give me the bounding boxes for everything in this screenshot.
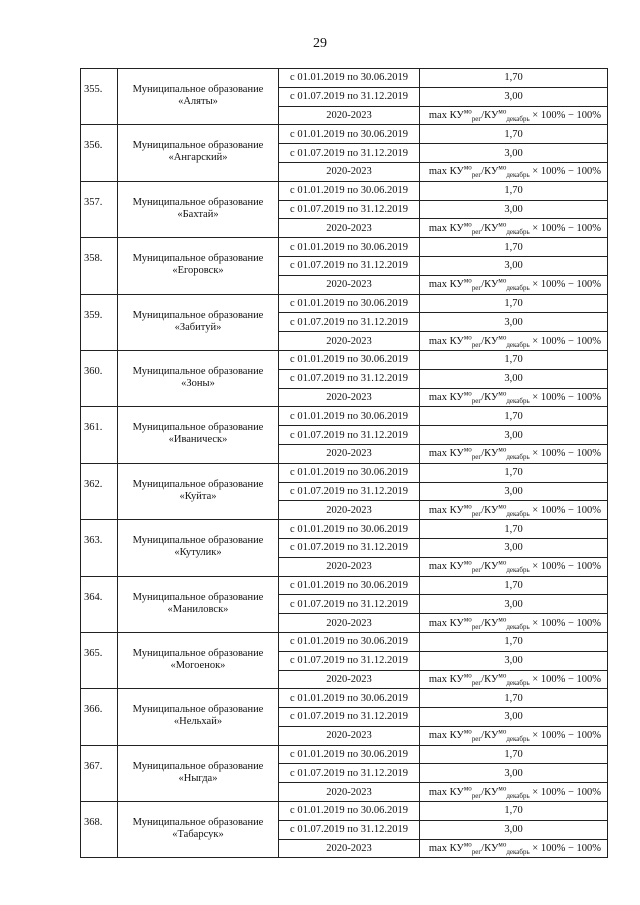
formula-divider: /КУ [481,222,499,234]
row-number: 361. [81,407,118,463]
value-cell: 1,70 [420,632,608,651]
value-cell: 1,70 [420,689,608,708]
formula-divider: /КУ [481,448,499,460]
value-cell: 1,70 [420,802,608,821]
formula-sup-mo: мо [498,784,507,793]
formula-sub-reg: рег [471,566,482,575]
municipality-name-cell [118,520,279,576]
formula-divider: /КУ [481,843,499,855]
formula-divider: /КУ [481,166,499,178]
municipality-prefix: Муниципальное образование [132,647,264,659]
formula-sub-reg: рег [471,227,482,236]
period-cell: 2020-2023 [279,162,420,181]
table-row [81,181,608,200]
row-number: 355. [81,69,118,125]
formula-sub-reg: рег [471,791,482,800]
row-number: 364. [81,576,118,632]
page-number: 29 [313,36,327,51]
formula-tail: × 100% − 100% [529,843,601,855]
formula-sub-december: декабрь [506,340,530,349]
formula-max: max КУ [428,561,464,573]
formula-sup-mo: мо [463,276,472,285]
row-number: 357. [81,181,118,237]
formula-max: max КУ [428,335,464,347]
formula-sup-mo: мо [463,389,472,398]
formula-cell [420,162,608,181]
formula-sub-december: декабрь [506,227,530,236]
table-row [81,632,608,651]
formula-divider: /КУ [481,730,499,742]
period-cell: с 01.01.2019 по 30.06.2019 [279,689,420,708]
value-cell: 3,00 [420,482,608,501]
row-number: 363. [81,520,118,576]
period-cell: с 01.01.2019 по 30.06.2019 [279,125,420,144]
municipality-name: «Забитуй» [174,321,222,333]
tariff-table-body [81,69,608,858]
municipality-name-cell [118,294,279,350]
formula-tail: × 100% − 100% [529,448,601,460]
formula-divider: /КУ [481,673,499,685]
municipality-name: «Табарсук» [172,829,224,841]
municipality-name: «Нельхай» [173,716,223,728]
value-cell: 3,00 [420,820,608,839]
value-cell: 1,70 [420,407,608,426]
formula-sup-mo: мо [498,276,507,285]
formula-divider: /КУ [481,279,499,291]
period-cell: с 01.07.2019 по 31.12.2019 [279,200,420,219]
municipality-prefix: Муниципальное образование [132,591,264,603]
formula-max: max КУ [428,222,464,234]
formula-max: max КУ [428,109,464,121]
period-cell: с 01.01.2019 по 30.06.2019 [279,520,420,539]
period-cell: с 01.01.2019 по 30.06.2019 [279,294,420,313]
formula-max: max КУ [428,730,464,742]
table-row [81,576,608,595]
formula-sup-mo: мо [498,840,507,849]
row-number: 367. [81,745,118,801]
period-cell: с 01.07.2019 по 31.12.2019 [279,764,420,783]
formula-sup-mo: мо [463,727,472,736]
formula-tail: × 100% − 100% [529,109,601,121]
formula-tail: × 100% − 100% [529,673,601,685]
municipality-name-cell [118,125,279,181]
period-cell: с 01.01.2019 по 30.06.2019 [279,802,420,821]
period-cell: 2020-2023 [279,106,420,125]
formula-divider: /КУ [481,561,499,573]
formula-max: max КУ [428,279,464,291]
period-cell: 2020-2023 [279,388,420,407]
municipality-name-cell [118,238,279,294]
value-cell: 1,70 [420,576,608,595]
table-row [81,463,608,482]
formula-cell [420,726,608,745]
period-cell: с 01.07.2019 по 31.12.2019 [279,144,420,163]
formula-sub-december: декабрь [506,791,530,800]
formula-cell [420,557,608,576]
formula-max: max КУ [428,617,464,629]
formula-cell [420,106,608,125]
period-cell: 2020-2023 [279,839,420,858]
value-cell: 1,70 [420,125,608,144]
period-cell: с 01.07.2019 по 31.12.2019 [279,313,420,332]
formula-max: max КУ [428,673,464,685]
formula-sup-mo: мо [463,558,472,567]
formula-tail: × 100% − 100% [529,617,601,629]
formula-divider: /КУ [481,504,499,516]
municipality-prefix: Муниципальное образование [132,365,264,377]
period-cell: 2020-2023 [279,444,420,463]
formula-sub-reg: рег [471,735,482,744]
municipality-name: «Могоенок» [170,659,226,671]
formula-max: max КУ [428,504,464,516]
formula-sub-december: декабрь [506,284,530,293]
formula-cell [420,670,608,689]
formula-tail: × 100% − 100% [529,391,601,403]
formula-sup-mo: мо [498,333,507,342]
row-number: 356. [81,125,118,181]
period-cell: с 01.07.2019 по 31.12.2019 [279,538,420,557]
formula-sup-mo: мо [498,671,507,680]
formula-cell [420,219,608,238]
municipality-name-cell [118,689,279,745]
municipality-name: «Иваническ» [168,434,228,446]
table-row [81,69,608,88]
municipality-name: «Бахтай» [177,208,219,220]
formula-max: max КУ [428,391,464,403]
formula-sup-mo: мо [463,502,472,511]
municipality-name-cell [118,745,279,801]
formula-sub-december: декабрь [506,453,530,462]
formula-tail: × 100% − 100% [529,504,601,516]
row-number: 360. [81,350,118,406]
municipality-prefix: Муниципальное образование [132,478,264,490]
formula-sub-reg: рег [471,453,482,462]
table-row [81,350,608,369]
formula-sup-mo: мо [463,840,472,849]
formula-sup-mo: мо [498,107,507,116]
formula-sup-mo: мо [498,163,507,172]
municipality-prefix: Муниципальное образование [132,253,264,265]
period-cell: 2020-2023 [279,219,420,238]
period-cell: с 01.01.2019 по 30.06.2019 [279,69,420,88]
formula-sup-mo: мо [463,615,472,623]
period-cell: 2020-2023 [279,726,420,745]
formula-sub-reg: рег [471,848,482,857]
formula-sup-mo: мо [498,727,507,736]
formula-max: max КУ [428,166,464,178]
value-cell: 3,00 [420,595,608,614]
value-cell: 3,00 [420,313,608,332]
formula-tail: × 100% − 100% [529,786,601,798]
formula-sup-mo: мо [498,220,507,229]
formula-cell [420,275,608,294]
municipality-name: «Аляты» [178,96,218,107]
table-row [81,407,608,426]
period-cell: с 01.01.2019 по 30.06.2019 [279,632,420,651]
value-cell: 1,70 [420,745,608,764]
value-cell: 3,00 [420,426,608,445]
formula-tail: × 100% − 100% [529,561,601,573]
formula-divider: /КУ [481,109,499,121]
municipality-name-cell [118,350,279,406]
formula-sup-mo: мо [463,784,472,793]
municipality-prefix: Муниципальное образование [132,84,264,95]
municipality-name-cell [118,632,279,688]
municipality-prefix: Муниципальное образование [132,535,264,547]
table-row [81,520,608,539]
formula-sub-december: декабрь [506,848,530,857]
table-row [81,802,608,821]
period-cell: с 01.07.2019 по 31.12.2019 [279,369,420,388]
municipality-prefix: Муниципальное образование [132,196,264,208]
row-number: 366. [81,689,118,745]
value-cell: 1,70 [420,350,608,369]
table-row [81,689,608,708]
formula-sup-mo: мо [498,502,507,511]
formula-cell [420,614,608,633]
municipality-prefix: Муниципальное образование [132,760,264,772]
formula-sub-reg: рег [471,284,482,293]
table-row [81,294,608,313]
formula-sub-december: декабрь [506,115,530,124]
table-row [81,125,608,144]
period-cell: с 01.01.2019 по 30.06.2019 [279,238,420,257]
formula-cell [420,388,608,407]
period-cell: с 01.07.2019 по 31.12.2019 [279,256,420,275]
formula-sup-mo: мо [463,220,472,229]
municipality-name: «Кутулик» [174,547,222,559]
period-cell: с 01.07.2019 по 31.12.2019 [279,708,420,727]
municipality-prefix: Муниципальное образование [132,422,264,434]
period-cell: с 01.07.2019 по 31.12.2019 [279,595,420,614]
formula-max: max КУ [428,786,464,798]
value-cell: 1,70 [420,181,608,200]
value-cell: 1,70 [420,520,608,539]
row-number: 362. [81,463,118,519]
formula-cell [420,839,608,858]
row-number: 365. [81,632,118,688]
value-cell: 1,70 [420,238,608,257]
formula-divider: /КУ [481,335,499,347]
period-cell: с 01.01.2019 по 30.06.2019 [279,181,420,200]
value-cell: 3,00 [420,708,608,727]
municipality-name-cell [118,576,279,632]
formula-sup-mo: мо [498,615,507,623]
formula-cell [420,444,608,463]
value-cell: 3,00 [420,200,608,219]
formula-divider: /КУ [481,786,499,798]
row-number: 359. [81,294,118,350]
formula-sub-december: декабрь [506,171,530,180]
municipality-name: «Ангарский» [168,152,228,164]
period-cell: с 01.01.2019 по 30.06.2019 [279,576,420,595]
municipality-name: «Куйта» [179,490,217,502]
formula-sup-mo: мо [463,671,472,680]
period-cell: 2020-2023 [279,557,420,576]
formula-sub-december: декабрь [506,622,530,631]
period-cell: 2020-2023 [279,275,420,294]
value-cell: 3,00 [420,764,608,783]
formula-sub-reg: рег [471,622,482,631]
formula-divider: /КУ [481,391,499,403]
period-cell: с 01.07.2019 по 31.12.2019 [279,820,420,839]
formula-sub-reg: рег [471,171,482,180]
formula-tail: × 100% − 100% [529,730,601,742]
formula-sup-mo: мо [463,333,472,342]
table-row [81,745,608,764]
period-cell: 2020-2023 [279,501,420,520]
municipality-name: «Егоровск» [172,265,224,277]
formula-tail: × 100% − 100% [529,279,601,291]
period-cell: 2020-2023 [279,332,420,351]
row-number: 358. [81,238,118,294]
formula-sub-reg: рег [471,340,482,349]
municipality-name-cell [118,181,279,237]
period-cell: 2020-2023 [279,670,420,689]
period-cell: с 01.01.2019 по 30.06.2019 [279,745,420,764]
value-cell: 3,00 [420,144,608,163]
tariff-table [80,68,608,858]
municipality-name-cell [118,69,279,125]
row-number: 368. [81,802,118,858]
formula-divider: /КУ [481,617,499,629]
value-cell: 3,00 [420,87,608,106]
value-cell: 3,00 [420,256,608,275]
value-cell: 1,70 [420,294,608,313]
municipality-name-cell [118,463,279,519]
formula-sub-december: декабрь [506,566,530,575]
formula-sup-mo: мо [463,107,472,116]
formula-sup-mo: мо [498,445,507,454]
formula-max: max КУ [428,448,464,460]
formula-cell [420,783,608,802]
municipality-name: «Зоны» [181,377,215,389]
formula-sup-mo: мо [463,445,472,454]
value-cell: 1,70 [420,69,608,88]
municipality-prefix: Муниципальное образование [132,817,264,829]
municipality-prefix: Муниципальное образование [132,309,264,321]
formula-sub-reg: рег [471,397,482,406]
formula-tail: × 100% − 100% [529,166,601,178]
formula-sub-reg: рег [471,678,482,687]
period-cell: с 01.01.2019 по 30.06.2019 [279,407,420,426]
value-cell: 3,00 [420,538,608,557]
value-cell: 3,00 [420,651,608,670]
municipality-name-cell [118,802,279,858]
formula-tail: × 100% − 100% [529,335,601,347]
value-cell: 3,00 [420,369,608,388]
value-cell: 1,70 [420,463,608,482]
municipality-prefix: Муниципальное образование [132,140,264,152]
period-cell: с 01.07.2019 по 31.12.2019 [279,87,420,106]
formula-sub-december: декабрь [506,678,530,687]
formula-sub-reg: рег [471,115,482,124]
formula-sup-mo: мо [498,389,507,398]
table-row [81,238,608,257]
period-cell: с 01.07.2019 по 31.12.2019 [279,482,420,501]
formula-cell [420,501,608,520]
period-cell: с 01.07.2019 по 31.12.2019 [279,651,420,670]
period-cell: 2020-2023 [279,783,420,802]
municipality-prefix: Муниципальное образование [132,704,264,716]
formula-sub-reg: рег [471,509,482,518]
formula-tail: × 100% − 100% [529,222,601,234]
municipality-name: «Маниловск» [167,603,229,615]
period-cell: с 01.01.2019 по 30.06.2019 [279,350,420,369]
formula-sub-december: декабрь [506,735,530,744]
formula-max: max КУ [428,843,464,855]
formula-sub-december: декабрь [506,397,530,406]
formula-sup-mo: мо [463,163,472,172]
period-cell: 2020-2023 [279,614,420,633]
period-cell: с 01.01.2019 по 30.06.2019 [279,463,420,482]
formula-cell [420,332,608,351]
municipality-name: «Ныгда» [178,772,218,784]
period-cell: с 01.07.2019 по 31.12.2019 [279,426,420,445]
formula-sub-december: декабрь [506,509,530,518]
municipality-name-cell [118,407,279,463]
formula-sup-mo: мо [498,558,507,567]
